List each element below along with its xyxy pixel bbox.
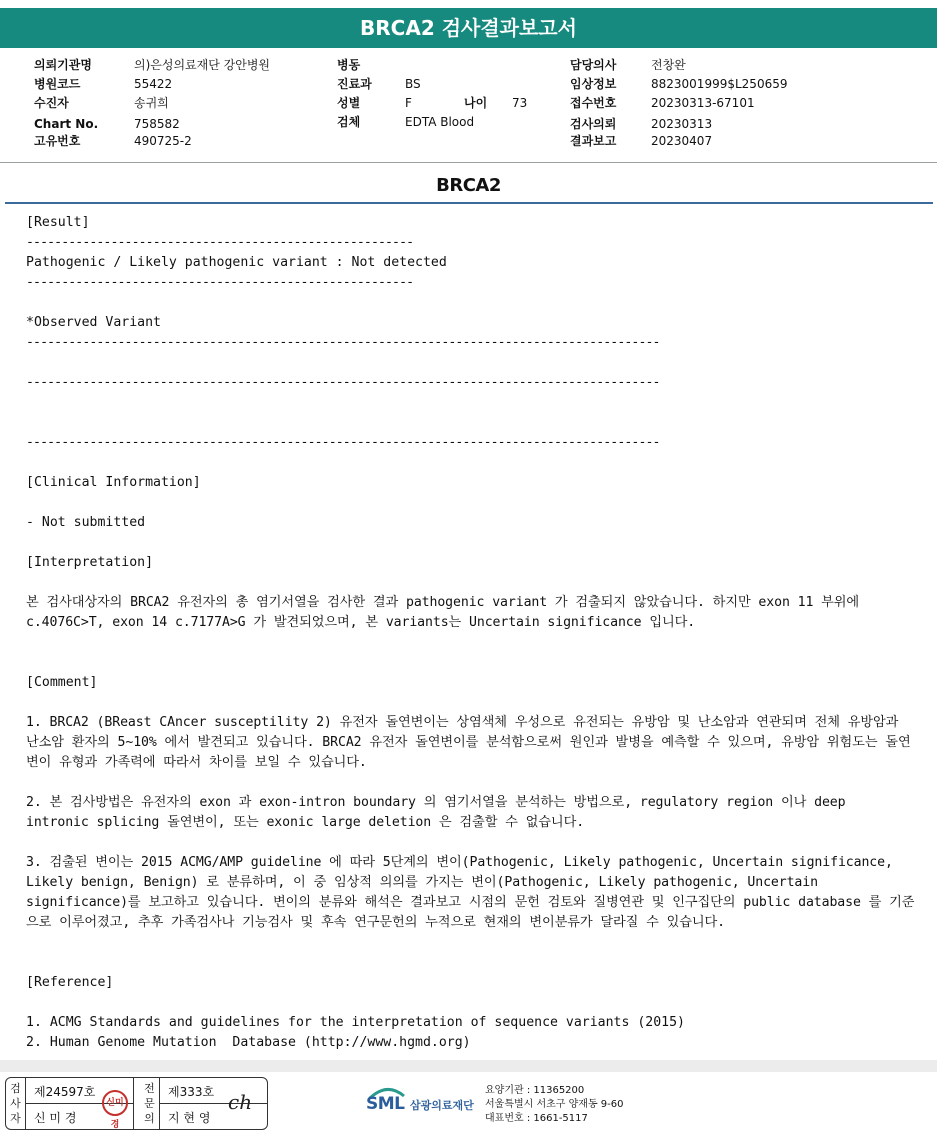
interpretation-heading: [Interpretation] [26, 555, 154, 570]
label-sex: 성별 [337, 96, 361, 110]
org-name: 삼광의료재단 [410, 1099, 474, 1112]
label-patient: 수진자 [34, 96, 69, 110]
value-specimen: EDTA Blood [405, 115, 475, 129]
label-ward: 병동 [337, 58, 361, 72]
institution-code: 요양기관 : 11365200 [485, 1085, 585, 1096]
label-hospital-code: 병원코드 [34, 77, 81, 91]
label-unique-no: 고유번호 [34, 134, 81, 148]
clinical-heading: [Clinical Information] [26, 475, 201, 490]
label-report-date: 결과보고 [570, 134, 617, 148]
value-clinical-info: 8823001999$L250659 [651, 77, 788, 91]
comment-heading: [Comment] [26, 675, 98, 690]
value-age: 73 [512, 96, 528, 110]
label-receipt-no: 접수번호 [570, 96, 617, 110]
reference-item: 2. Human Genome Mutation Database (http://www.hgmd.org) [26, 1035, 471, 1050]
divider-line: ------------------------------------------------------- [26, 275, 414, 290]
divider-line: ------------------------------------------------------------------------------------------ [26, 335, 660, 350]
institution-phone: 대표번호 : 1661-5117 [485, 1113, 588, 1124]
observed-variant-heading: *Observed Variant [26, 315, 161, 330]
label-department: 진료과 [337, 77, 372, 91]
examiner-seal-icon: 신미경 [102, 1090, 128, 1116]
table-row [26, 413, 916, 433]
comment-item: 2. 본 검사방법은 유전자의 exon 과 exon-intron boundary 의 염기서열을 분석하는 방법으로, regulatory region 이나 deep intronic splicing 돌연변이, 또는 exonic large deletion 은 검출할 수 없습니다. [26, 795, 846, 830]
reference-item: 1. ACMG Standards and guidelines for the interpretation of sequence variants (2015) [26, 1015, 685, 1030]
gene-title-rule [5, 202, 933, 204]
report-body [26, 213, 916, 1053]
reference-heading: [Reference] [26, 975, 114, 990]
divider-line: ------------------------------------------------------- [26, 235, 414, 250]
interpretation-text: 본 검사대상자의 BRCA2 유전자의 총 염기서열을 검사한 결과 pathogenic variant 가 검출되지 않았습니다. 하지만 exon 11 부위에 c.4076C>T, exon 14 c.7177A>G 가 발견되었으며, 본 variants는 Uncertain significance 입니다. [26, 595, 860, 630]
value-doctor: 전창완 [651, 58, 686, 72]
label-age: 나이 [464, 96, 488, 110]
result-summary: Pathogenic / Likely pathogenic variant : Not detected [26, 255, 447, 270]
footer-band [0, 1060, 937, 1072]
report-title: BRCA2 검사결과보고서 [0, 8, 937, 48]
label-specimen: 검체 [337, 115, 361, 129]
divider-line: ------------------------------------------------------------------------------------------ [26, 435, 660, 450]
label-institution: 의뢰기관명 [34, 58, 92, 72]
institution-address: 서울특별시 서초구 양재동 9-60 [485, 1099, 624, 1110]
label-chart-no: Chart No. [34, 117, 99, 131]
label-doctor: 담당의사 [570, 58, 617, 72]
label-clinical-info: 임상정보 [570, 77, 617, 91]
value-patient: 송귀희 [134, 96, 169, 110]
value-institution: 의)은성의료재단 강안병원 [134, 58, 271, 72]
value-report-date: 20230407 [651, 134, 713, 148]
value-unique-no: 490725-2 [134, 134, 192, 148]
patient-info-block [0, 52, 937, 160]
info-divider [0, 162, 937, 163]
doctor-vertical-label: 전문의 [140, 1078, 160, 1129]
examiner-vertical-label: 검사자 [6, 1078, 26, 1129]
logo-text: SML [366, 1094, 405, 1114]
examiner-name: 신 미 경 [34, 1111, 77, 1125]
institution-info [485, 1084, 624, 1126]
clinical-text: - Not submitted [26, 515, 146, 530]
value-sex: F [405, 96, 412, 110]
value-department: BS [405, 77, 421, 91]
doctor-name: 지 현 영 [168, 1111, 211, 1125]
value-chart-no: 758582 [134, 117, 180, 131]
variant-table-header [26, 353, 916, 373]
doctor-signature: ch [228, 1090, 253, 1114]
label-request-date: 검사의뢰 [570, 117, 617, 131]
gene-title: BRCA2 [436, 175, 501, 196]
result-heading: [Result] [26, 215, 90, 230]
comment-item: 1. BRCA2 (BReast CAncer susceptility 2) 유전자 돌연변이는 상염색체 우성으로 유전되는 유방암 및 난소암과 연관되며 전체 유방암과 난소암 환자의 5~10% 에서 발견되고 있습니다. BRCA2 유전자 돌연변이를 분석함으로써 원인과 발병을 예측할 수 있으며, 유방암 위험도는 돌연변이 유형과 가족력에 따라서 차이를 보일 수 있습니다. [26, 715, 911, 770]
table-row [26, 393, 916, 413]
examiner-license-no: 제24597호 [34, 1085, 96, 1099]
doctor-license-no: 제333호 [168, 1085, 215, 1099]
divider-line: ------------------------------------------------------------------------------------------ [26, 375, 660, 390]
value-hospital-code: 55422 [134, 77, 173, 91]
signature-box [5, 1077, 268, 1130]
value-receipt-no: 20230313-67101 [651, 96, 755, 110]
comment-item: 3. 검출된 변이는 2015 ACMG/AMP guideline 에 따라 5단계의 변이(Pathogenic, Likely pathogenic, Uncertain significance, Likely benign, Benign) 로 분류하며, 이 중 임상적 의의를 가지는 변이(Pathogenic, Likely pathogenic, Uncertain significance)를 보고하고 있습니다. 변이의 분류와 해석은 결과보고 시점의 문헌 검토와 질병연관 및 인구집단의 public database 를 기준으로 이루어졌고, 추후 가족검사나 기능검사 및 후속 연구문헌의 누적으로 현재의 변이분류가 달라질 수 있습니다. [26, 855, 915, 930]
value-request-date: 20230313 [651, 117, 713, 131]
